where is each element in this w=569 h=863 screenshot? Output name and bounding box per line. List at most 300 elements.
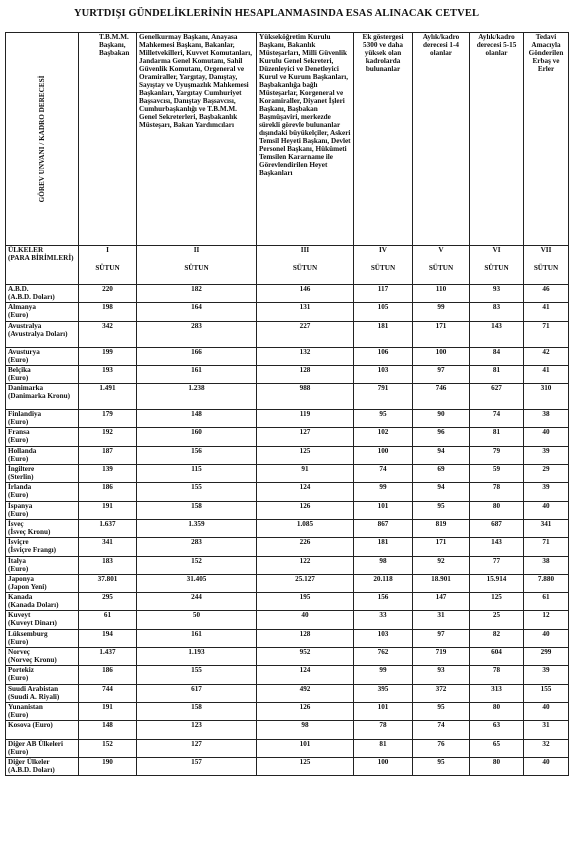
value-cell-col-1: 190: [79, 757, 137, 775]
country-cell: [6, 365, 79, 383]
country-name: Danimarka: [8, 384, 44, 393]
value-cell-col-1: 192: [79, 428, 137, 446]
table-row: [6, 721, 569, 739]
country-cell: [6, 538, 79, 556]
value-cell-col-7: 31: [524, 721, 569, 739]
value-cell-col-5: 96: [413, 428, 470, 446]
currency-name: (Euro): [8, 509, 29, 518]
value-cell-col-4: 867: [354, 519, 413, 537]
currency-name: (Avustralya Doları): [8, 329, 68, 338]
value-cell-col-6: 143: [470, 538, 524, 556]
header-col-5: Aylık/kadro derecesi 1-4 olanlar: [413, 33, 470, 246]
value-cell-col-6: 59: [470, 465, 524, 483]
currency-name: (Suudi A. Riyali): [8, 692, 60, 701]
value-cell-col-4: 100: [354, 446, 413, 464]
currency-name: (Euro): [8, 674, 29, 683]
value-cell-col-5: 95: [413, 501, 470, 519]
value-cell-col-6: 78: [470, 483, 524, 501]
table-row: [6, 593, 569, 611]
country-name: İtalya: [8, 556, 26, 565]
value-cell-col-3: 227: [257, 321, 354, 347]
header-col-3: Yükseköğretim Kurulu Başkanı, Bakanlık Müsteşarları, Milli Güvenlik Kurulu Genel Sekreteri, Düzenleyici ve Denetleyici Kurul ve Kurum Başkanları, Başbakanlığa bağlı Müsteşarlar, Korgeneral ve Koramiraller, Diyanet İşleri Başkanı, Başbakan Başmüşaviri, merkezde sürekli görevle bulunanlar dışındaki büyükelçiler, Askeri Temsil Heyeti Başkanı, Devlet Personel Başkanı, Hükümeti Temsilen Kararname ile Görevlendirilen Heyet Başkanları: [257, 33, 354, 246]
value-cell-col-7: 40: [524, 428, 569, 446]
value-cell-col-2: 161: [137, 365, 257, 383]
value-cell-col-4: 74: [354, 465, 413, 483]
value-cell-col-1: 186: [79, 666, 137, 684]
table-row: [6, 365, 569, 383]
value-cell-col-2: 1.193: [137, 648, 257, 666]
currency-name: (Euro): [8, 373, 29, 382]
value-cell-col-2: 182: [137, 285, 257, 303]
value-cell-col-4: 791: [354, 384, 413, 410]
currency-name: (A.B.D. Doları): [8, 765, 55, 774]
value-cell-col-3: 124: [257, 483, 354, 501]
table-row: [6, 574, 569, 592]
value-cell-col-3: 126: [257, 501, 354, 519]
value-cell-col-5: 95: [413, 702, 470, 720]
table-row: [6, 757, 569, 775]
value-cell-col-7: 42: [524, 347, 569, 365]
value-cell-col-1: 191: [79, 501, 137, 519]
country-cell: [6, 384, 79, 410]
value-cell-col-1: 186: [79, 483, 137, 501]
value-cell-col-2: 158: [137, 501, 257, 519]
value-cell-col-5: 171: [413, 321, 470, 347]
value-cell-col-6: 78: [470, 666, 524, 684]
value-cell-col-7: 71: [524, 321, 569, 347]
value-cell-col-2: 1.359: [137, 519, 257, 537]
value-cell-col-3: 1.085: [257, 519, 354, 537]
value-cell-col-6: 313: [470, 684, 524, 702]
value-cell-col-7: 46: [524, 285, 569, 303]
value-cell-col-1: 187: [79, 446, 137, 464]
country-cell: [6, 593, 79, 611]
country-cell: [6, 321, 79, 347]
value-cell-col-4: 81: [354, 739, 413, 757]
currency-name: (İsviçre Frangı): [8, 546, 56, 555]
sutun-cell-4: [354, 246, 413, 285]
value-cell-col-7: 29: [524, 465, 569, 483]
value-cell-col-1: 152: [79, 739, 137, 757]
roman-4: IV: [379, 246, 387, 254]
value-cell-col-7: 61: [524, 593, 569, 611]
value-cell-col-4: 98: [354, 556, 413, 574]
country-name: Fransa: [8, 428, 30, 437]
value-cell-col-7: 40: [524, 501, 569, 519]
value-cell-col-6: 63: [470, 721, 524, 739]
value-cell-col-5: 746: [413, 384, 470, 410]
value-cell-col-7: 299: [524, 648, 569, 666]
value-cell-col-3: 122: [257, 556, 354, 574]
sutun-label: SÜTUN: [533, 264, 559, 272]
value-cell-col-2: 283: [137, 321, 257, 347]
currency-name: (Euro): [8, 491, 29, 500]
country-name: Kuveyt: [8, 611, 31, 620]
country-name: Japonya: [8, 574, 34, 583]
value-cell-col-5: 18.901: [413, 574, 470, 592]
value-cell-col-4: 101: [354, 501, 413, 519]
value-cell-col-4: 156: [354, 593, 413, 611]
country-name: İsveç: [8, 519, 24, 528]
table-row: [6, 285, 569, 303]
table-row: [6, 428, 569, 446]
roman-7: VII: [540, 246, 552, 254]
country-cell: [6, 428, 79, 446]
value-cell-col-2: 244: [137, 593, 257, 611]
header-gorev-label: GÖREV UNVANI / KADRO DERECESİ: [38, 75, 46, 203]
roman-2: II: [193, 246, 200, 254]
value-cell-col-3: 952: [257, 648, 354, 666]
country-name: Suudi Arabistan: [8, 684, 59, 693]
value-cell-col-3: 124: [257, 666, 354, 684]
value-cell-col-5: 74: [413, 721, 470, 739]
table-row: [6, 483, 569, 501]
country-name: Avusturya: [8, 347, 40, 356]
sutun-label: SÜTUN: [370, 264, 396, 272]
sutun-cell-7: [524, 246, 569, 285]
table-row: [6, 384, 569, 410]
sutun-label: SÜTUN: [484, 264, 509, 272]
value-cell-col-1: 1.437: [79, 648, 137, 666]
header-col-4: Ek göstergesi 5300 ve daha yüksek olan kadrolarda bulunanlar: [354, 33, 413, 246]
country-cell: [6, 702, 79, 720]
value-cell-col-4: 102: [354, 428, 413, 446]
value-cell-col-5: 100: [413, 347, 470, 365]
currency-name: (Norveç Kronu): [8, 656, 57, 665]
value-cell-col-3: 25.127: [257, 574, 354, 592]
value-cell-col-1: 744: [79, 684, 137, 702]
country-cell: [6, 483, 79, 501]
value-cell-col-5: 171: [413, 538, 470, 556]
country-cell: [6, 303, 79, 321]
value-cell-col-5: 94: [413, 483, 470, 501]
country-name: Norveç: [8, 648, 30, 657]
value-cell-col-4: 78: [354, 721, 413, 739]
value-cell-col-3: 132: [257, 347, 354, 365]
value-cell-col-6: 65: [470, 739, 524, 757]
value-cell-col-2: 50: [137, 611, 257, 629]
value-cell-col-3: 125: [257, 446, 354, 464]
value-cell-col-4: 181: [354, 538, 413, 556]
value-cell-col-6: 80: [470, 501, 524, 519]
country-name: Finlandiya: [8, 410, 42, 419]
value-cell-col-1: 194: [79, 629, 137, 647]
table-row: [6, 519, 569, 537]
value-cell-col-5: 372: [413, 684, 470, 702]
birimleri-label: (PARA BİRİMLERİ): [8, 254, 74, 262]
value-cell-col-1: 37.801: [79, 574, 137, 592]
country-cell: [6, 465, 79, 483]
value-cell-col-4: 99: [354, 666, 413, 684]
value-cell-col-6: 84: [470, 347, 524, 365]
value-cell-col-5: 69: [413, 465, 470, 483]
country-cell: [6, 446, 79, 464]
value-cell-col-3: 146: [257, 285, 354, 303]
value-cell-col-4: 20.118: [354, 574, 413, 592]
sutun-cell-5: [413, 246, 470, 285]
currency-name: (Euro): [8, 454, 29, 463]
roman-5: V: [438, 246, 444, 254]
table-row: [6, 556, 569, 574]
value-cell-col-7: 32: [524, 739, 569, 757]
value-cell-col-4: 181: [354, 321, 413, 347]
value-cell-col-6: 80: [470, 757, 524, 775]
value-cell-col-2: 160: [137, 428, 257, 446]
value-cell-col-7: 40: [524, 702, 569, 720]
ulkeler-cell: [6, 246, 79, 285]
value-cell-col-3: 128: [257, 365, 354, 383]
value-cell-col-5: 97: [413, 629, 470, 647]
sutun-cell-3: [257, 246, 354, 285]
value-cell-col-6: 687: [470, 519, 524, 537]
value-cell-col-7: 310: [524, 384, 569, 410]
value-cell-col-6: 79: [470, 446, 524, 464]
value-cell-col-3: 988: [257, 384, 354, 410]
value-cell-col-4: 105: [354, 303, 413, 321]
currency-name: (Euro): [8, 747, 29, 756]
value-cell-col-4: 762: [354, 648, 413, 666]
country-name: Yunanistan: [8, 702, 43, 711]
value-cell-col-6: 143: [470, 321, 524, 347]
value-cell-col-1: 61: [79, 611, 137, 629]
country-name: İspanya: [8, 501, 33, 510]
header-row: [6, 33, 569, 246]
value-cell-col-5: 76: [413, 739, 470, 757]
table-row: [6, 739, 569, 757]
country-cell: [6, 519, 79, 537]
sutun-cell-1: [79, 246, 137, 285]
header-gorev-cell: [6, 33, 79, 246]
value-cell-col-5: 95: [413, 757, 470, 775]
sutun-cell-6: [470, 246, 524, 285]
value-cell-col-7: 39: [524, 666, 569, 684]
currency-name: (Kanada Doları): [8, 601, 59, 610]
value-cell-col-5: 719: [413, 648, 470, 666]
value-cell-col-6: 25: [470, 611, 524, 629]
value-cell-col-1: 220: [79, 285, 137, 303]
value-cell-col-5: 819: [413, 519, 470, 537]
table-row: [6, 648, 569, 666]
table-row: [6, 702, 569, 720]
table-row: [6, 501, 569, 519]
value-cell-col-1: 199: [79, 347, 137, 365]
value-cell-col-6: 80: [470, 702, 524, 720]
value-cell-col-2: 157: [137, 757, 257, 775]
value-cell-col-2: 617: [137, 684, 257, 702]
currency-name: (Euro): [8, 710, 29, 719]
value-cell-col-6: 77: [470, 556, 524, 574]
header-col-2: Genelkurmay Başkanı, Anayasa Mahkemesi Başkanı, Bakanlar, Milletvekilleri, Kuvvet Komutanları, Jandarma Genel Komutanı, Sahil Güvenlik Komutanı, Orgeneral ve Oramiraller, Yargıtay, Danıştay, Sayıştay ve Uyuşmazlık Mahkemesi Başkanları, Yargıtay Cumhuriyet Başsavcısı, Danıştay Başsavcısı, Cumhurbaşkanlığı ve T.B.M.M. Genel Sekreterleri, Başbakanlık Müsteşarı, Bakan Yardımcıları: [137, 33, 257, 246]
country-cell: [6, 285, 79, 303]
value-cell-col-7: 41: [524, 303, 569, 321]
value-cell-col-1: 183: [79, 556, 137, 574]
country-cell: [6, 556, 79, 574]
currency-name: (Japon Yeni): [8, 582, 47, 591]
value-cell-col-7: 38: [524, 556, 569, 574]
value-cell-col-2: 115: [137, 465, 257, 483]
country-name: A.B.D.: [8, 285, 29, 293]
value-cell-col-2: 1.238: [137, 384, 257, 410]
value-cell-col-1: 1.491: [79, 384, 137, 410]
value-cell-col-3: 131: [257, 303, 354, 321]
currency-name: (Danimarka Kronu): [8, 392, 70, 401]
value-cell-col-2: 166: [137, 347, 257, 365]
table-row: [6, 629, 569, 647]
value-cell-col-6: 83: [470, 303, 524, 321]
value-cell-col-5: 92: [413, 556, 470, 574]
value-cell-col-3: 101: [257, 739, 354, 757]
country-cell: [6, 347, 79, 365]
value-cell-col-2: 155: [137, 666, 257, 684]
value-cell-col-1: 198: [79, 303, 137, 321]
value-cell-col-5: 97: [413, 365, 470, 383]
value-cell-col-2: 155: [137, 483, 257, 501]
value-cell-col-4: 99: [354, 483, 413, 501]
table-row: [6, 684, 569, 702]
value-cell-col-2: 283: [137, 538, 257, 556]
value-cell-col-4: 395: [354, 684, 413, 702]
currency-name: (A.B.D. Doları): [8, 293, 55, 301]
table-row: [6, 410, 569, 428]
table-body: [6, 285, 569, 776]
country-cell: [6, 684, 79, 702]
value-cell-col-4: 95: [354, 410, 413, 428]
subheader-row: [6, 246, 569, 285]
value-cell-col-7: 71: [524, 538, 569, 556]
value-cell-col-5: 93: [413, 666, 470, 684]
country-cell: [6, 574, 79, 592]
value-cell-col-7: 40: [524, 629, 569, 647]
value-cell-col-3: 127: [257, 428, 354, 446]
country-name: Kosova (Euro): [8, 721, 53, 730]
value-cell-col-2: 148: [137, 410, 257, 428]
table-row: [6, 465, 569, 483]
value-cell-col-7: 40: [524, 757, 569, 775]
country-name: Belçika: [8, 365, 31, 374]
table-row: [6, 347, 569, 365]
value-cell-col-1: 1.637: [79, 519, 137, 537]
value-cell-col-1: 193: [79, 365, 137, 383]
ulkeler-label: ÜLKELER: [8, 246, 44, 254]
country-cell: [6, 611, 79, 629]
country-name: Portekiz: [8, 666, 34, 675]
value-cell-col-1: 148: [79, 721, 137, 739]
value-cell-col-6: 604: [470, 648, 524, 666]
country-cell: [6, 501, 79, 519]
country-name: Diğer AB Ülkeleri: [8, 739, 63, 748]
country-cell: [6, 648, 79, 666]
value-cell-col-5: 147: [413, 593, 470, 611]
country-cell: [6, 721, 79, 739]
value-cell-col-3: 195: [257, 593, 354, 611]
country-name: Hollanda: [8, 446, 37, 455]
value-cell-col-1: 191: [79, 702, 137, 720]
currency-name: (Sterlin): [8, 473, 34, 482]
value-cell-col-2: 152: [137, 556, 257, 574]
currency-name: (Euro): [8, 564, 29, 573]
value-cell-col-3: 40: [257, 611, 354, 629]
value-cell-col-3: 91: [257, 465, 354, 483]
document-title: YURTDIŞI GÜNDELİKLERİNİN HESAPLANMASINDA ESAS ALINACAK CETVEL: [73, 8, 480, 19]
sutun-label: SÜTUN: [292, 264, 318, 272]
value-cell-col-6: 81: [470, 428, 524, 446]
value-cell-col-1: 139: [79, 465, 137, 483]
sutun-label: SÜTUN: [95, 264, 120, 272]
allowance-table: [5, 32, 569, 776]
currency-name: (Euro): [8, 311, 29, 320]
roman-3: III: [300, 246, 310, 254]
header-col-6: Aylık/kadro derecesi 5-15 olanlar: [470, 33, 524, 246]
value-cell-col-2: 156: [137, 446, 257, 464]
value-cell-col-1: 341: [79, 538, 137, 556]
value-cell-col-5: 90: [413, 410, 470, 428]
value-cell-col-4: 103: [354, 629, 413, 647]
table-row: [6, 321, 569, 347]
value-cell-col-1: 342: [79, 321, 137, 347]
country-cell: [6, 757, 79, 775]
country-name: İngiltere: [8, 465, 35, 474]
table-row: [6, 446, 569, 464]
value-cell-col-6: 627: [470, 384, 524, 410]
country-cell: [6, 629, 79, 647]
country-name: Diğer Ülkeler: [8, 757, 50, 766]
currency-name: (Kuveyt Dinarı): [8, 619, 57, 628]
country-name: İsviçre: [8, 538, 29, 547]
value-cell-col-7: 39: [524, 446, 569, 464]
country-name: Lüksemburg: [8, 629, 48, 638]
value-cell-col-6: 74: [470, 410, 524, 428]
value-cell-col-2: 31.405: [137, 574, 257, 592]
value-cell-col-3: 125: [257, 757, 354, 775]
table-row: [6, 611, 569, 629]
table-row: [6, 538, 569, 556]
value-cell-col-4: 103: [354, 365, 413, 383]
value-cell-col-5: 110: [413, 285, 470, 303]
value-cell-col-6: 82: [470, 629, 524, 647]
value-cell-col-4: 117: [354, 285, 413, 303]
value-cell-col-3: 119: [257, 410, 354, 428]
country-name: Almanya: [8, 303, 36, 312]
value-cell-col-3: 128: [257, 629, 354, 647]
value-cell-col-7: 12: [524, 611, 569, 629]
value-cell-col-1: 179: [79, 410, 137, 428]
country-name: İrlanda: [8, 483, 32, 492]
value-cell-col-2: 158: [137, 702, 257, 720]
value-cell-col-5: 99: [413, 303, 470, 321]
value-cell-col-6: 15.914: [470, 574, 524, 592]
value-cell-col-7: 341: [524, 519, 569, 537]
value-cell-col-7: 155: [524, 684, 569, 702]
header-col-7: Tedavi Amacıyla Gönderilen Erbaş ve Erler: [524, 33, 569, 246]
table-row: [6, 666, 569, 684]
value-cell-col-6: 93: [470, 285, 524, 303]
value-cell-col-3: 98: [257, 721, 354, 739]
value-cell-col-4: 106: [354, 347, 413, 365]
currency-name: (Euro): [8, 637, 29, 646]
currency-name: (Euro): [8, 418, 29, 427]
table-row: [6, 303, 569, 321]
roman-1: I: [106, 246, 109, 254]
currency-name: (Euro): [8, 436, 29, 445]
value-cell-col-2: 164: [137, 303, 257, 321]
sutun-label: SÜTUN: [428, 264, 454, 272]
currency-name: (İsveç Kronu): [8, 527, 51, 536]
value-cell-col-7: 39: [524, 483, 569, 501]
value-cell-col-5: 31: [413, 611, 470, 629]
country-cell: [6, 410, 79, 428]
value-cell-col-5: 94: [413, 446, 470, 464]
sutun-cell-2: [137, 246, 257, 285]
